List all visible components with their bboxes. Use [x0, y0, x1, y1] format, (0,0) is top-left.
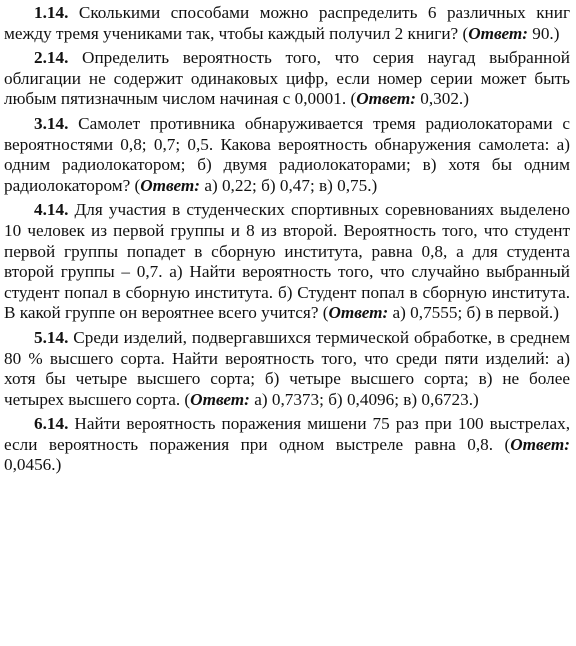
answer-label: Ответ:: [140, 175, 201, 195]
answer-label: Ответ:: [328, 303, 389, 323]
problem-text: Среди изделий, подвергавшихся термической обработке, в среднем 80 % высшего сорта. Найти вероятность того, что среди пяти изделий: а) хотя бы четыре высшего сорта; б) четыре высшего сорта; в) не более четырех высшего сорта.: [4, 327, 570, 409]
problem-number: 6.14.: [34, 414, 69, 434]
problem-text: Определить вероятность того, что серия наугад выбранной облигации не содержит одинаковых цифр, если номер серии может быть любым пятизначным числом начиная с 0,0001.: [4, 48, 571, 109]
problem-number: 3.14.: [34, 113, 69, 133]
problem-1: [4, 3, 570, 44]
answer-label: Ответ:: [356, 89, 416, 109]
answer-value: а) 0,7555; б) в первой.): [392, 303, 559, 323]
problem-number: 5.14.: [34, 327, 69, 347]
problem-text: Самолет противника обнаруживается тремя радиолокаторами с вероятностями 0,8; 0,7; 0,5. Какова вероятность обнаружения самолета: а) одним радиолокатором; б) двумя радиолокаторами; в) хотя бы одним радиолокатором?: [4, 113, 570, 195]
problem-2: [4, 48, 570, 110]
problem-6: [4, 414, 570, 476]
problem-4: [4, 200, 570, 324]
answer-label: Ответ:: [190, 389, 250, 409]
answer-label: Ответ:: [510, 434, 571, 454]
problem-sheet: [4, 3, 570, 480]
problem-text: Сколькими способами можно распределить 6 различных книг между тремя учениками так, чтобы каждый получил 2 книги?: [4, 3, 571, 43]
problem-text: Для участия в студенческих спортивных соревнованиях выделено 10 человек из первой группы и 8 из второй. Вероятность того, что студент первой группы попадет в сборную института, равна 0,8, а для студента второй группы – 0,7. а) Найти вероятность того, что случайно выбранный студент попал в сборную института. б) Студент попал в сборную института. В какой группе он вероятнее всего учится?: [4, 200, 570, 323]
answer-open: (: [184, 389, 191, 409]
answer-open: (: [462, 23, 469, 43]
answer-open: (: [322, 303, 329, 323]
answer-value: а) 0,7373; б) 0,4096; в) 0,6723.): [254, 389, 479, 409]
problem-number: 1.14.: [34, 3, 69, 22]
answer-value: 90.): [532, 23, 560, 43]
answer-open: (: [504, 434, 511, 454]
answer-open: (: [134, 175, 141, 195]
answer-open: (: [350, 89, 357, 109]
problem-3: [4, 114, 570, 196]
problem-number: 2.14.: [34, 48, 69, 68]
problem-text: Найти вероятность поражения мишени 75 раз при 100 выстрелах, если вероятность поражения при одном выстреле равна 0,8.: [4, 414, 571, 454]
answer-label: Ответ:: [468, 23, 528, 43]
answer-value: 0,302.): [420, 89, 469, 109]
answer-value: 0,0456.): [4, 455, 62, 475]
problem-5: [4, 328, 570, 410]
problem-number: 4.14.: [34, 200, 69, 220]
answer-value: а) 0,22; б) 0,47; в) 0,75.): [204, 175, 378, 195]
